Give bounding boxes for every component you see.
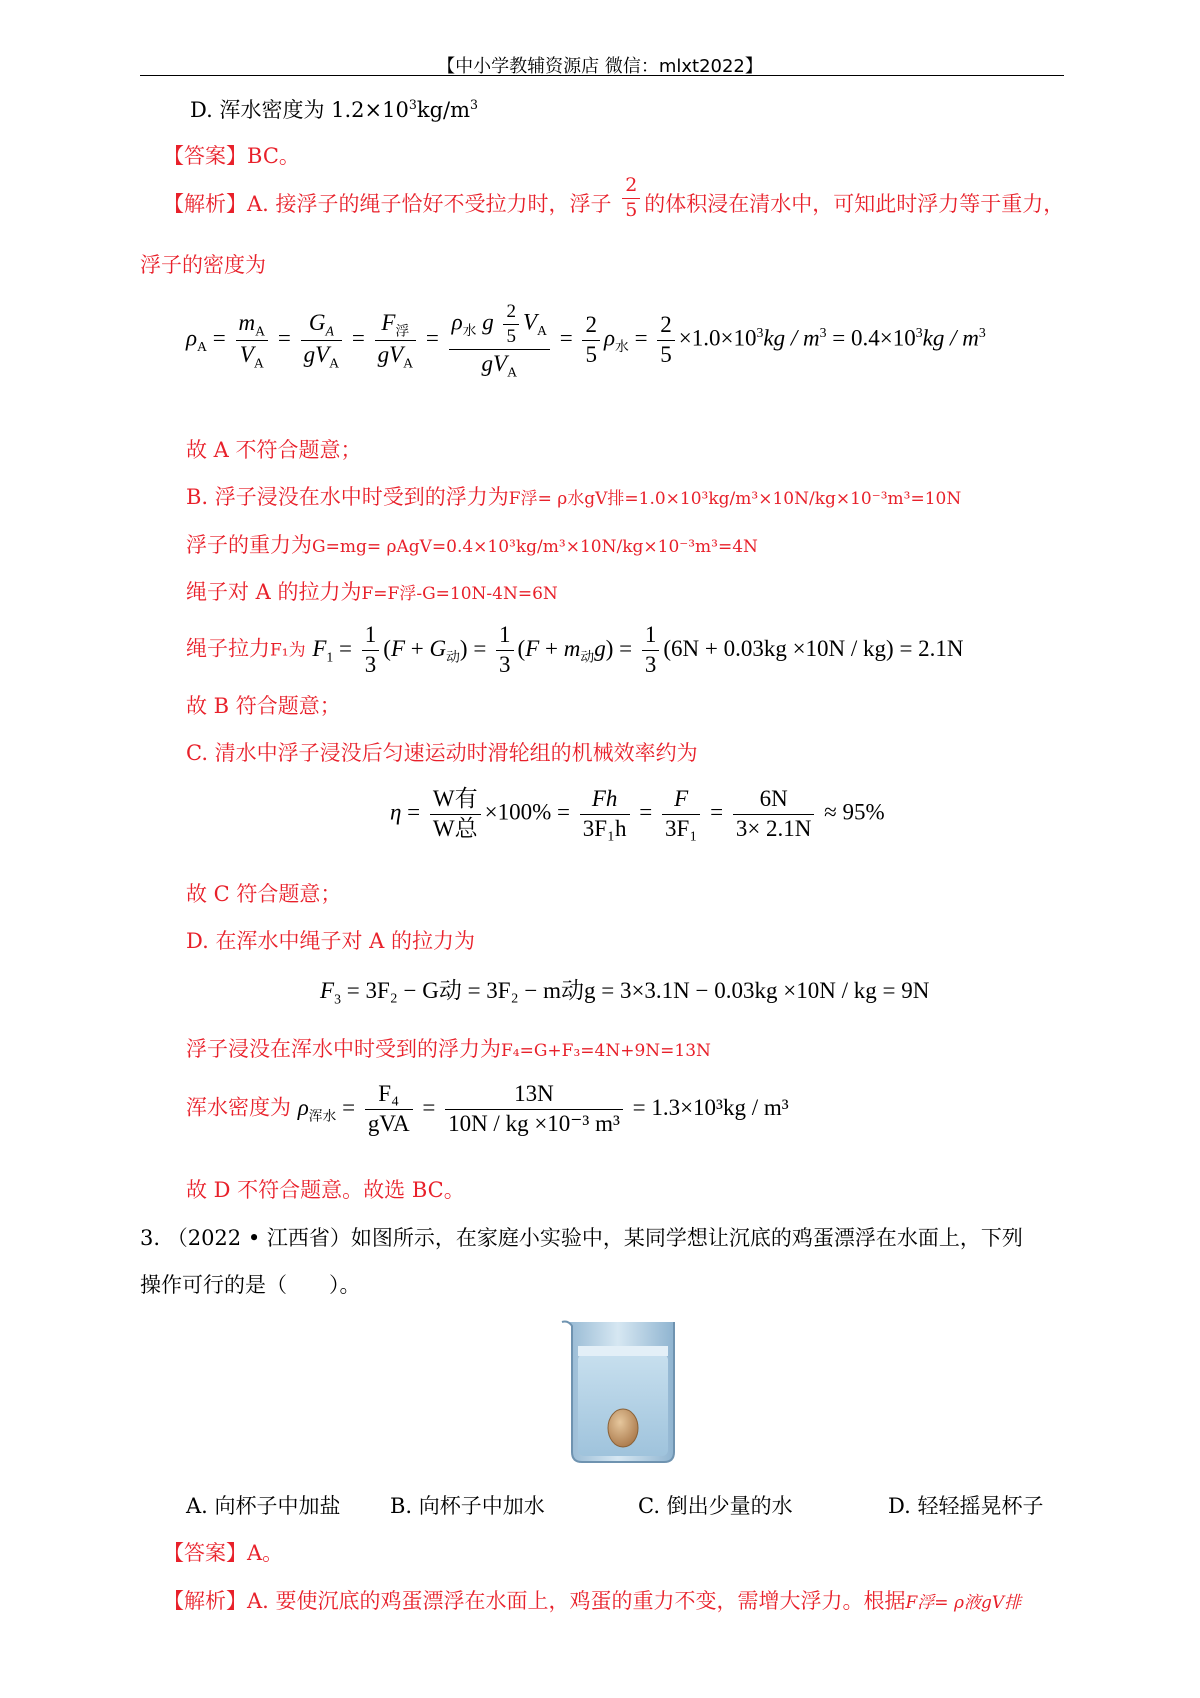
option-c: C. 倒出少量的水	[638, 1494, 793, 1518]
answer-3: 【答案】A。	[163, 1541, 284, 1565]
not-a-line: 故 A 不符合题意；	[186, 438, 362, 462]
two-fifths-fraction: $\frac{2}{5}$	[622, 174, 640, 223]
d-tension-line: D. 在浑水中绳子对 A 的拉力为	[186, 929, 475, 953]
b-buoyancy-line: B. 浮子浸没在水中时受到的浮力为F浮= ρ水gV排=1.0×10³kg/m³×10N/kg×10⁻³m³=10N	[186, 485, 962, 509]
d-buoyancy-line: 浮子浸没在浑水中时受到的浮力为F₄=G+F₃=4N+9N=13N	[186, 1037, 711, 1061]
header-rule	[140, 75, 1064, 76]
analysis-1-line2: 浮子的密度为	[140, 253, 266, 277]
page-header: 【中小学教辅资源店 微信：mlxt2022】	[437, 56, 763, 77]
b-rope-force-line: 绳子拉力F₁为 $F_1$ = $\frac{1}{3}$ $(F + G_动)$ = $\frac{1}{3}$ $(F + m_动g)$ = $\frac{1}{3}$ (6N + 0.03kg ×10N / kg) = 2.1N	[186, 622, 964, 677]
option-a: A. 向杯子中加盐	[186, 1494, 341, 1518]
d-force-equation: $F_3 = 3F_2 - G$动 = 3F₂ − m动g = 3×3.1N − 0.03kg ×10N / kg = 9N	[320, 978, 930, 1007]
efficiency-equation: η = $\frac{\text{W有}}{\text{W总}}$ ×100% = $\frac{Fh}{\text{3F₁h}}$ = $\frac{F}{\text{3F₁}}$ = $\frac{6N}{3\times 2.1N}$ ≈ 95%	[390, 786, 885, 841]
option-d-previous: D. 浑水密度为 $1.2\times 10^3kg/m^3$	[190, 97, 479, 122]
beaker-with-egg-illustration	[558, 1316, 688, 1466]
not-d-line: 故 D 不符合题意。故选 BC。	[186, 1178, 465, 1202]
b-weight-line: 浮子的重力为G=mg= ρAgV=0.4×10³kg/m³×10N/kg×10⁻³m³=4N	[186, 533, 758, 557]
option-d: D. 轻轻摇晃杯子	[888, 1494, 1044, 1518]
answer-1: 【答案】BC。	[163, 144, 300, 168]
density-equation: $\rho_A$ = $\frac{m_A}{V_A}$ = $\frac{G_A}{gV_A}$ = $\frac{F_浮}{gV_A}$ = $\rho_水$ g $\frac{2}{5}$ $V_A$ $gV_A$ = $\frac{2}{5}$ $\rho_水$ = $\frac{2}{5}$ $\times 1.0\times 10^3kg / m^3 = 0.4\times 10^3kg / m^3$	[186, 301, 986, 380]
analysis-3-line: 【解析】A. 要使沉底的鸡蛋漂浮在水面上，鸡蛋的重力不变，需增大浮力。根据F浮= ρ液gV排	[163, 1589, 1022, 1613]
c-efficiency-line: C. 清水中浮子浸没后匀速运动时滑轮组的机械效率约为	[186, 741, 698, 765]
ok-c-line: 故 C 符合题意；	[186, 882, 342, 906]
egg	[608, 1409, 638, 1447]
d-density-line: 浑水密度为 $\rho_{浑水}$ = $\frac{\text{F₄}}{\text{gVA}}$ = $\frac{13N}{\text{10N / kg ×10⁻³ m³}}$ = 1.3×10³kg / m³	[186, 1081, 789, 1136]
analysis-1-line1: 【解析】A. 接浮子的绳子恰好不受拉力时，浮子 $\frac{2}{5}$ 的体积浸在清水中，可知此时浮力等于重力，	[163, 174, 1065, 221]
option-b: B. 向杯子中加水	[390, 1494, 545, 1518]
question-3-line1: 3. （2022 • 江西省）如图所示，在家庭小实验中，某同学想让沉底的鸡蛋漂浮在水面上，下列	[140, 1226, 1023, 1250]
question-3-line2: 操作可行的是（ ）。	[140, 1273, 361, 1297]
b-tension-line: 绳子对 A 的拉力为F=F浮-G=10N-4N=6N	[186, 580, 558, 604]
ok-b-line: 故 B 符合题意；	[186, 694, 341, 718]
